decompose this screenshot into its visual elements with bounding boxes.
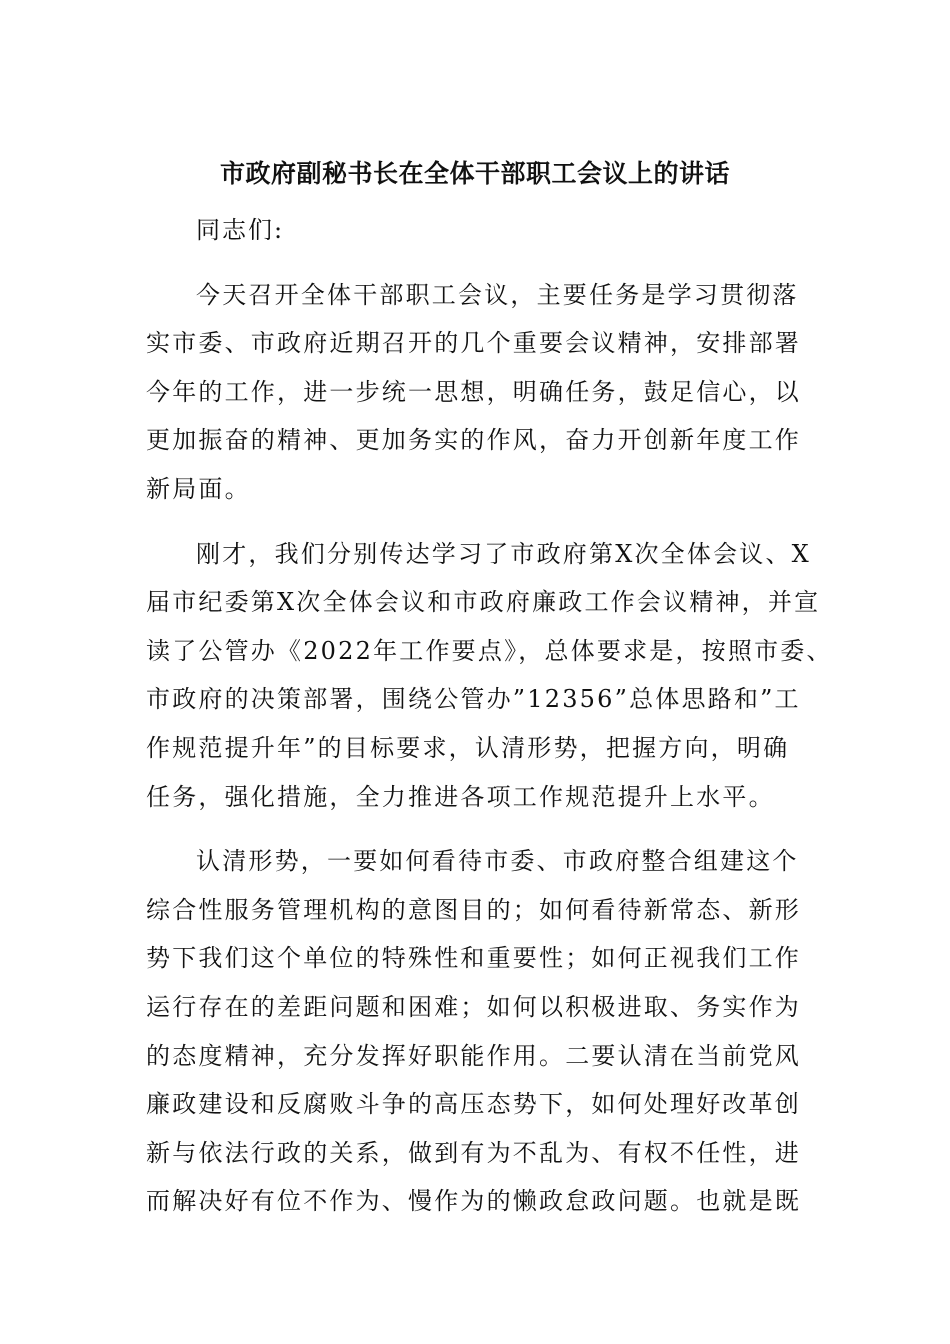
text-line: 实市委、市政府近期召开的几个重要会议精神，安排部署 <box>146 329 801 358</box>
document-body <box>146 206 833 1226</box>
text-line: 市政府的决策部署，围绕公管办”12356”总体思路和”工 <box>146 685 801 714</box>
text-line: 新局面。 <box>146 474 251 503</box>
text-line: 更加振奋的精神、更加务实的作风，奋力开创新年度工作 <box>146 426 801 455</box>
text-line: 届市纪委第X次全体会议和市政府廉政工作会议精神，并宣 <box>146 588 821 617</box>
paragraph <box>146 837 806 1226</box>
text-line: 而解决好有位不作为、慢作为的懒政怠政问题。也就是既 <box>146 1187 801 1216</box>
paragraph <box>146 530 833 822</box>
text-line: 今天召开全体干部职工会议，主要任务是学习贯彻落 <box>196 280 799 309</box>
salutation: 同志们: <box>196 216 285 244</box>
text-line: 的态度精神，充分发挥好职能作用。二要认清在当前党风 <box>146 1041 801 1070</box>
paragraph <box>146 271 806 514</box>
text-line: 势下我们这个单位的特殊性和重要性；如何正视我们工作 <box>146 944 801 973</box>
text-line: 读了公管办《2022年工作要点》，总体要求是，按照市委、 <box>146 636 833 665</box>
text-line: 运行存在的差距问题和困难；如何以积极进取、务实作为 <box>146 992 801 1021</box>
text-line: 综合性服务管理机构的意图目的；如何看待新常态、新形 <box>146 895 801 924</box>
text-line: 新与依法行政的关系，做到有为不乱为、有权不任性，进 <box>146 1138 801 1167</box>
text-line: 今年的工作，进一步统一思想，明确任务，鼓足信心，以 <box>146 377 801 406</box>
document-title: 市政府副秘书长在全体干部职工会议上的讲话 <box>219 159 730 188</box>
text-line: 任务，强化措施，全力推进各项工作规范提升上水平。 <box>146 782 775 811</box>
text-line: 作规范提升年”的目标要求，认清形势，把握方向，明确 <box>146 733 790 762</box>
text-line: 廉政建设和反腐败斗争的高压态势下，如何处理好改革创 <box>146 1090 801 1119</box>
text-line: 刚才，我们分别传达学习了市政府第X次全体会议、X <box>196 539 811 568</box>
text-line: 认清形势，一要如何看待市委、市政府整合组建这个 <box>196 847 799 876</box>
